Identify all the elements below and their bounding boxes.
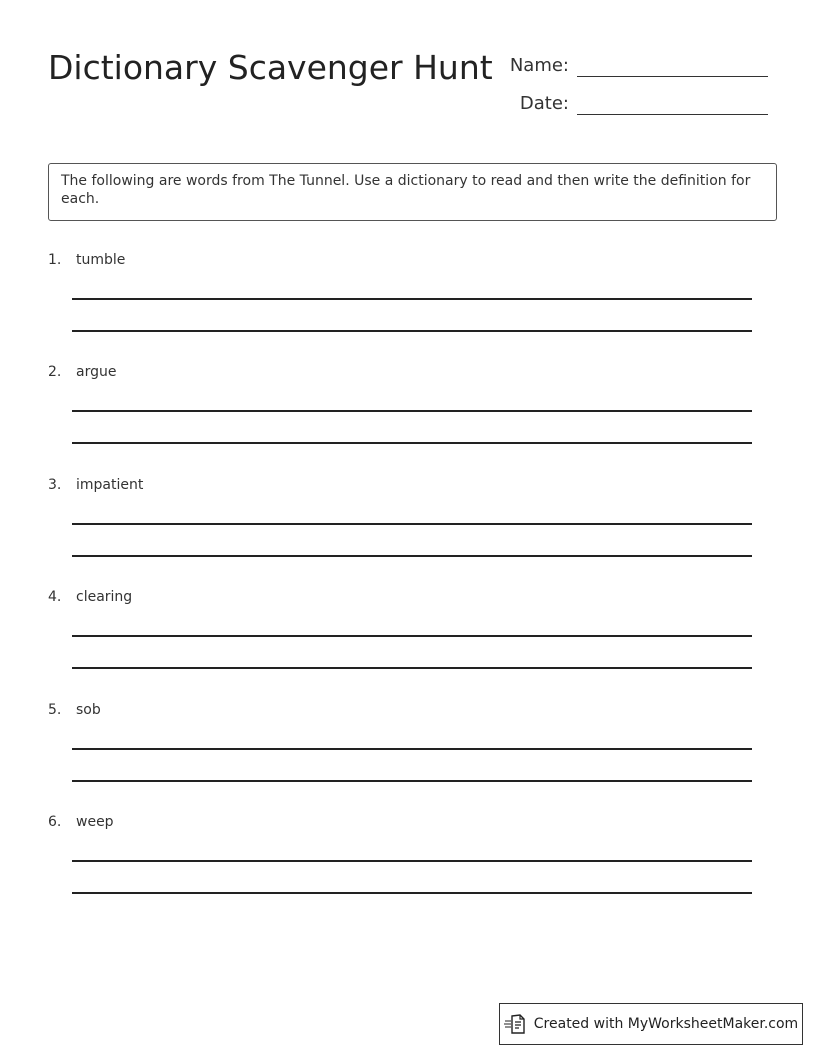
item-number: 5. <box>48 701 62 718</box>
word-list <box>48 250 752 924</box>
answer-line[interactable] <box>72 667 752 669</box>
list-item <box>48 587 752 699</box>
answer-line[interactable] <box>72 410 752 412</box>
item-word: argue <box>76 364 117 381</box>
date-label: Date: <box>519 93 569 114</box>
name-label: Name: <box>509 55 569 76</box>
answer-line[interactable] <box>72 298 752 300</box>
instructions-box: The following are words from The Tunnel. Use a dictionary to read and then write the definition for each. <box>48 163 777 221</box>
answer-line[interactable] <box>72 780 752 782</box>
date-field <box>505 90 768 115</box>
item-number: 3. <box>48 476 62 493</box>
date-write-line[interactable] <box>577 90 768 115</box>
answer-line[interactable] <box>72 892 752 894</box>
name-write-line[interactable] <box>577 52 768 77</box>
item-word: impatient <box>76 476 144 493</box>
item-number: 6. <box>48 813 62 830</box>
worksheet-maker-logo-icon <box>504 1013 526 1035</box>
list-item <box>48 475 752 587</box>
answer-line[interactable] <box>72 523 752 525</box>
answer-line[interactable] <box>72 748 752 750</box>
list-item <box>48 700 752 812</box>
name-field <box>505 52 768 77</box>
answer-line[interactable] <box>72 860 752 862</box>
list-item <box>48 812 752 924</box>
item-word: clearing <box>76 589 133 606</box>
answer-line[interactable] <box>72 330 752 332</box>
item-number: 1. <box>48 252 62 268</box>
answer-line[interactable] <box>72 635 752 637</box>
list-item <box>48 250 752 362</box>
list-item <box>48 362 752 474</box>
footer-text: Created with MyWorksheetMaker.com <box>533 1016 799 1032</box>
answer-line[interactable] <box>72 555 752 557</box>
page-title: Dictionary Scavenger Hunt <box>48 48 493 87</box>
item-word: tumble <box>76 252 126 268</box>
answer-line[interactable] <box>72 442 752 444</box>
footer-credit[interactable] <box>499 1003 803 1045</box>
item-word: weep <box>76 813 114 830</box>
item-word: sob <box>76 701 101 718</box>
item-number: 2. <box>48 364 62 381</box>
item-number: 4. <box>48 589 62 606</box>
